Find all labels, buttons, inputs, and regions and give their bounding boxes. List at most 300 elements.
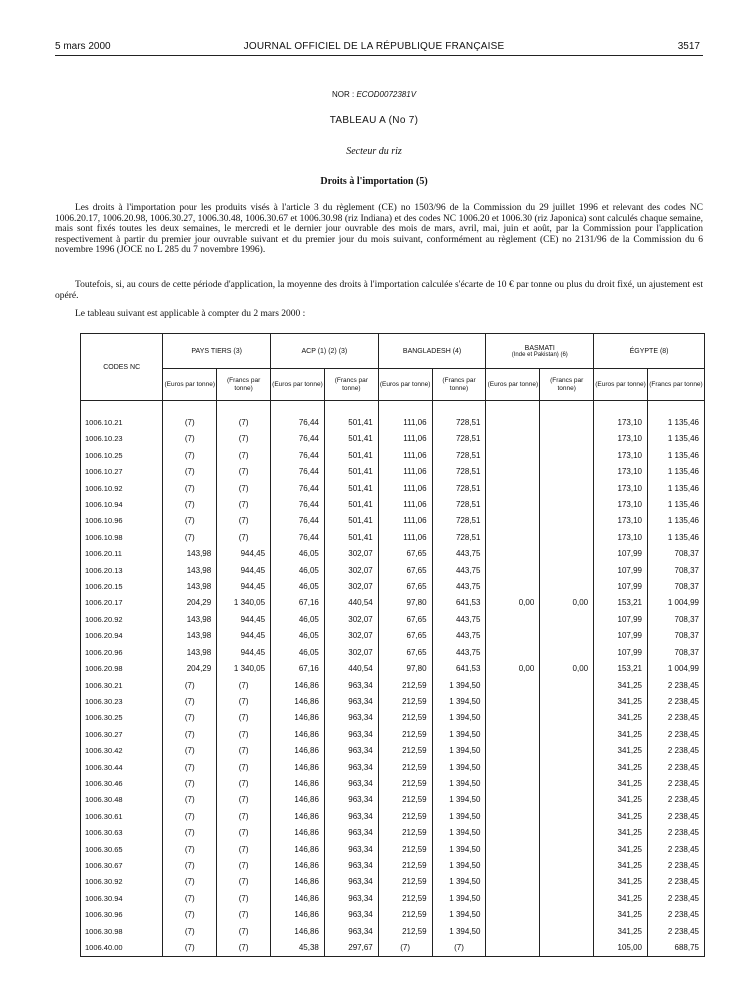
unit-francs-header: (Francs par tonne)	[647, 369, 704, 401]
duty-value-cell: 341,25	[594, 842, 648, 858]
duty-value-cell: 302,07	[324, 546, 378, 562]
duty-value-cell: 1 004,99	[647, 661, 704, 677]
cn-code-cell: 1006.30.42	[81, 743, 163, 759]
cn-code-cell: 1006.20.94	[81, 628, 163, 644]
duty-value-cell: 501,41	[324, 481, 378, 497]
duty-value-cell: 2 238,45	[647, 825, 704, 841]
duty-value-cell: (7)	[432, 940, 486, 957]
duty-value-cell: 1 135,46	[647, 431, 704, 447]
duty-value-cell: 341,25	[594, 694, 648, 710]
cn-code-cell: 1006.20.11	[81, 546, 163, 562]
duty-value-cell: (7)	[163, 481, 217, 497]
duty-value-cell	[486, 563, 540, 579]
duty-value-cell: 1 394,50	[432, 891, 486, 907]
duty-value-cell: (7)	[217, 727, 271, 743]
duty-value-cell: 107,99	[594, 628, 648, 644]
duty-value-cell: 46,05	[271, 628, 325, 644]
table-row	[81, 448, 705, 464]
duty-value-cell	[540, 431, 594, 447]
duty-value-cell: 2 238,45	[647, 792, 704, 808]
duty-value-cell: 944,45	[217, 579, 271, 595]
duty-value-cell: 2 238,45	[647, 776, 704, 792]
group-header-egypte: ÉGYPTE (8)	[594, 334, 705, 369]
duty-value-cell	[486, 694, 540, 710]
duty-value-cell: 302,07	[324, 645, 378, 661]
duty-value-cell: 2 238,45	[647, 678, 704, 694]
duty-value-cell: (7)	[163, 858, 217, 874]
duty-value-cell: (7)	[217, 940, 271, 957]
duty-value-cell: 1 394,50	[432, 694, 486, 710]
cn-code-cell: 1006.30.96	[81, 907, 163, 923]
duty-value-cell: 1 394,50	[432, 792, 486, 808]
duty-value-cell	[486, 891, 540, 907]
duty-value-cell: 2 238,45	[647, 760, 704, 776]
duty-value-cell: 728,51	[432, 431, 486, 447]
duty-value-cell: 143,98	[163, 645, 217, 661]
duty-value-cell: 708,37	[647, 628, 704, 644]
duty-value-cell	[540, 612, 594, 628]
duty-value-cell: 2 238,45	[647, 858, 704, 874]
import-duties-table	[80, 333, 705, 957]
duty-value-cell: 46,05	[271, 612, 325, 628]
duty-value-cell: 341,25	[594, 760, 648, 776]
duty-value-cell: 341,25	[594, 727, 648, 743]
duty-value-cell: 146,86	[271, 809, 325, 825]
duty-value-cell: 728,51	[432, 464, 486, 480]
duty-value-cell: 2 238,45	[647, 710, 704, 726]
duty-value-cell: 76,44	[271, 464, 325, 480]
duty-value-cell: 963,34	[324, 760, 378, 776]
duty-value-cell: 212,59	[378, 760, 432, 776]
duty-value-cell: 46,05	[271, 563, 325, 579]
duty-value-cell: 173,10	[594, 448, 648, 464]
duty-value-cell: 146,86	[271, 743, 325, 759]
header-date: 5 mars 2000	[55, 41, 111, 52]
duty-value-cell: 1 394,50	[432, 760, 486, 776]
cn-code-cell: 1006.20.96	[81, 645, 163, 661]
paragraph-2: Toutefois, si, au cours de cette période d'application, la moyenne des droits à l'importation calculée s'écarte de 10 € par tonne ou plus du droit fixé, un ajustement est opéré.	[55, 280, 703, 301]
duty-value-cell: 641,53	[432, 661, 486, 677]
duty-value-cell: 111,06	[378, 530, 432, 546]
table-row	[81, 858, 705, 874]
duty-value-cell: 76,44	[271, 431, 325, 447]
duty-value-cell: 728,51	[432, 513, 486, 529]
duty-value-cell: (7)	[217, 858, 271, 874]
duty-value-cell: 963,34	[324, 710, 378, 726]
duty-value-cell: 146,86	[271, 858, 325, 874]
unit-francs-header: (Francs par tonne)	[432, 369, 486, 401]
paragraph-3: Le tableau suivant est applicable à compter du 2 mars 2000 :	[75, 309, 306, 319]
duty-value-cell	[486, 415, 540, 431]
table-row	[81, 710, 705, 726]
duty-value-cell: 212,59	[378, 874, 432, 890]
duty-value-cell: (7)	[163, 530, 217, 546]
duty-value-cell: 2 238,45	[647, 842, 704, 858]
duty-value-cell: 302,07	[324, 563, 378, 579]
table-row	[81, 546, 705, 562]
duty-value-cell: 1 394,50	[432, 743, 486, 759]
duty-value-cell: 302,07	[324, 612, 378, 628]
duty-value-cell: 67,65	[378, 628, 432, 644]
duty-value-cell: 501,41	[324, 464, 378, 480]
table-row	[81, 907, 705, 923]
duty-value-cell: 2 238,45	[647, 809, 704, 825]
duty-value-cell: 963,34	[324, 678, 378, 694]
duty-value-cell: 76,44	[271, 481, 325, 497]
duty-value-cell	[540, 513, 594, 529]
duty-value-cell: 2 238,45	[647, 694, 704, 710]
duty-value-cell: 728,51	[432, 481, 486, 497]
duty-value-cell: (7)	[217, 481, 271, 497]
cn-code-cell: 1006.30.48	[81, 792, 163, 808]
duty-value-cell: 212,59	[378, 809, 432, 825]
cn-code-cell: 1006.20.15	[81, 579, 163, 595]
duty-value-cell: 1 394,50	[432, 825, 486, 841]
duty-value-cell: 173,10	[594, 481, 648, 497]
cn-code-cell: 1006.20.17	[81, 595, 163, 611]
group-header-acp: ACP (1) (2) (3)	[271, 334, 379, 369]
duty-value-cell: 341,25	[594, 924, 648, 940]
duty-value-cell	[540, 645, 594, 661]
duty-value-cell: 153,21	[594, 595, 648, 611]
table-row	[81, 415, 705, 431]
duty-value-cell: 212,59	[378, 743, 432, 759]
duty-value-cell: 501,41	[324, 513, 378, 529]
duty-value-cell	[486, 940, 540, 957]
duty-value-cell: 173,10	[594, 513, 648, 529]
duty-value-cell: 1 394,50	[432, 678, 486, 694]
duty-value-cell: 146,86	[271, 678, 325, 694]
duty-value-cell: 46,05	[271, 579, 325, 595]
duty-value-cell: 0,00	[486, 595, 540, 611]
table-row	[81, 842, 705, 858]
unit-euros-header: (Euros par tonne)	[378, 369, 432, 401]
duty-value-cell: 1 135,46	[647, 415, 704, 431]
cn-code-cell: 1006.20.98	[81, 661, 163, 677]
unit-euros-header: (Euros par tonne)	[486, 369, 540, 401]
duty-value-cell: 1 394,50	[432, 924, 486, 940]
table-title: TABLEAU A (No 7)	[329, 115, 419, 126]
table-row	[81, 924, 705, 940]
duty-value-cell: 173,10	[594, 530, 648, 546]
cn-code-cell: 1006.10.25	[81, 448, 163, 464]
duty-value-cell	[540, 842, 594, 858]
section-heading: Droits à l'importation (5)	[320, 176, 428, 187]
table-row	[81, 645, 705, 661]
duty-value-cell: 111,06	[378, 481, 432, 497]
table-row	[81, 464, 705, 480]
codes-nc-header: CODES NC	[81, 334, 163, 401]
duty-value-cell	[540, 694, 594, 710]
duty-value-cell: 963,34	[324, 825, 378, 841]
table-row	[81, 678, 705, 694]
duty-value-cell: (7)	[163, 464, 217, 480]
duty-value-cell: 45,38	[271, 940, 325, 957]
duty-value-cell: 212,59	[378, 858, 432, 874]
duty-value-cell	[486, 710, 540, 726]
duty-value-cell	[540, 546, 594, 562]
duty-value-cell: 1 135,46	[647, 448, 704, 464]
duty-value-cell: 501,41	[324, 415, 378, 431]
duty-value-cell	[540, 743, 594, 759]
duty-value-cell	[486, 809, 540, 825]
duty-value-cell: 963,34	[324, 694, 378, 710]
duty-value-cell: 728,51	[432, 448, 486, 464]
duty-value-cell	[540, 874, 594, 890]
header-journal-title: JOURNAL OFFICIEL DE LA RÉPUBLIQUE FRANÇAISE	[243, 41, 505, 52]
duty-value-cell: (7)	[217, 760, 271, 776]
duty-value-cell: (7)	[163, 743, 217, 759]
duty-value-cell: 1 004,99	[647, 595, 704, 611]
cn-code-cell: 1006.10.98	[81, 530, 163, 546]
table-row	[81, 563, 705, 579]
duty-value-cell: 963,34	[324, 891, 378, 907]
cn-code-cell: 1006.20.13	[81, 563, 163, 579]
duty-value-cell: 111,06	[378, 448, 432, 464]
duty-value-cell: 2 238,45	[647, 891, 704, 907]
duty-value-cell	[540, 464, 594, 480]
duty-value-cell	[486, 907, 540, 923]
table-row	[81, 776, 705, 792]
duty-value-cell	[486, 825, 540, 841]
duty-value-cell: 204,29	[163, 661, 217, 677]
duty-value-cell	[486, 760, 540, 776]
duty-value-cell: 146,86	[271, 924, 325, 940]
duty-value-cell	[486, 448, 540, 464]
duty-value-cell	[486, 579, 540, 595]
duty-value-cell: 443,75	[432, 645, 486, 661]
cn-code-cell: 1006.30.21	[81, 678, 163, 694]
duty-value-cell: 173,10	[594, 497, 648, 513]
duty-value-cell: 0,00	[486, 661, 540, 677]
duty-value-cell: 2 238,45	[647, 874, 704, 890]
duty-value-cell: (7)	[217, 776, 271, 792]
duty-value-cell: 173,10	[594, 415, 648, 431]
duty-value-cell	[486, 628, 540, 644]
duty-value-cell: 146,86	[271, 907, 325, 923]
duty-value-cell	[540, 678, 594, 694]
duty-value-cell: 146,86	[271, 825, 325, 841]
group-header-pays-tiers: PAYS TIERS (3)	[163, 334, 271, 369]
duty-value-cell: (7)	[163, 940, 217, 957]
duty-value-cell: (7)	[217, 743, 271, 759]
duty-value-cell: 1 135,46	[647, 513, 704, 529]
duty-value-cell: (7)	[217, 678, 271, 694]
duty-value-cell: 212,59	[378, 907, 432, 923]
duty-value-cell: 146,86	[271, 727, 325, 743]
duty-value-cell: 440,54	[324, 661, 378, 677]
duty-value-cell: 111,06	[378, 497, 432, 513]
duty-value-cell: (7)	[163, 497, 217, 513]
cn-code-cell: 1006.10.27	[81, 464, 163, 480]
cn-code-cell: 1006.30.23	[81, 694, 163, 710]
duty-value-cell: (7)	[217, 513, 271, 529]
duty-value-cell	[540, 579, 594, 595]
duty-value-cell: 1 394,50	[432, 874, 486, 890]
duty-value-cell	[486, 530, 540, 546]
duty-value-cell: 963,34	[324, 809, 378, 825]
duty-value-cell: 173,10	[594, 431, 648, 447]
duty-value-cell: 212,59	[378, 678, 432, 694]
duty-value-cell: 0,00	[540, 595, 594, 611]
duty-value-cell: 963,34	[324, 874, 378, 890]
duty-value-cell: (7)	[163, 776, 217, 792]
duty-value-cell: (7)	[217, 924, 271, 940]
duty-value-cell	[486, 727, 540, 743]
duty-value-cell	[486, 431, 540, 447]
duty-value-cell: 146,86	[271, 891, 325, 907]
duty-value-cell: 46,05	[271, 546, 325, 562]
duty-value-cell: 501,41	[324, 431, 378, 447]
basmati-subtitle: (Inde et Pakistan) (6)	[511, 351, 568, 358]
duty-value-cell: 1 340,05	[217, 661, 271, 677]
duty-value-cell: (7)	[163, 678, 217, 694]
cn-code-cell: 1006.30.94	[81, 891, 163, 907]
duty-value-cell	[540, 809, 594, 825]
unit-francs-header: (Francs par tonne)	[324, 369, 378, 401]
cn-code-cell: 1006.10.96	[81, 513, 163, 529]
duty-value-cell: (7)	[217, 448, 271, 464]
duty-value-cell: (7)	[163, 513, 217, 529]
cn-code-cell: 1006.30.46	[81, 776, 163, 792]
table-row	[81, 595, 705, 611]
duty-value-cell: 963,34	[324, 792, 378, 808]
table-row	[81, 891, 705, 907]
unit-euros-header: (Euros par tonne)	[594, 369, 648, 401]
duty-value-cell	[486, 497, 540, 513]
duty-value-cell: 146,86	[271, 776, 325, 792]
unit-francs-header: (Francs par tonne)	[540, 369, 594, 401]
table-row	[81, 809, 705, 825]
duty-value-cell: (7)	[163, 415, 217, 431]
duty-value-cell: 302,07	[324, 579, 378, 595]
duty-value-cell: (7)	[163, 924, 217, 940]
duty-value-cell: 143,98	[163, 563, 217, 579]
duty-value-cell: (7)	[217, 497, 271, 513]
duty-value-cell	[540, 792, 594, 808]
duty-value-cell: 76,44	[271, 448, 325, 464]
duty-value-cell	[540, 825, 594, 841]
duty-value-cell: 341,25	[594, 858, 648, 874]
cn-code-cell: 1006.10.23	[81, 431, 163, 447]
duty-value-cell: 1 394,50	[432, 727, 486, 743]
duty-value-cell	[486, 874, 540, 890]
duty-value-cell: 708,37	[647, 612, 704, 628]
basmati-title: BASMATI	[524, 344, 555, 352]
duty-value-cell	[540, 563, 594, 579]
duty-value-cell	[540, 760, 594, 776]
duty-value-cell: 341,25	[594, 792, 648, 808]
table-spacer-row	[81, 401, 705, 416]
cn-code-cell: 1006.10.21	[81, 415, 163, 431]
duty-value-cell: 76,44	[271, 513, 325, 529]
duty-value-cell: 1 394,50	[432, 842, 486, 858]
table-row	[81, 760, 705, 776]
duty-value-cell: 341,25	[594, 743, 648, 759]
duty-value-cell: (7)	[163, 431, 217, 447]
duty-value-cell: 2 238,45	[647, 907, 704, 923]
duty-value-cell	[540, 924, 594, 940]
duty-value-cell: (7)	[217, 431, 271, 447]
duty-value-cell: (7)	[217, 792, 271, 808]
duty-value-cell: 146,86	[271, 792, 325, 808]
duty-value-cell	[540, 448, 594, 464]
duty-value-cell	[540, 858, 594, 874]
duty-value-cell: (7)	[217, 874, 271, 890]
duty-value-cell: 1 394,50	[432, 809, 486, 825]
duty-value-cell: 341,25	[594, 678, 648, 694]
duty-value-cell: (7)	[217, 809, 271, 825]
duty-value-cell	[540, 710, 594, 726]
duty-value-cell	[540, 628, 594, 644]
duty-value-cell: 2 238,45	[647, 924, 704, 940]
duty-value-cell: 963,34	[324, 924, 378, 940]
duty-value-cell: 107,99	[594, 563, 648, 579]
duty-value-cell: 1 394,50	[432, 776, 486, 792]
duty-value-cell: 67,16	[271, 661, 325, 677]
header-page-number: 3517	[677, 41, 700, 52]
duty-value-cell: 708,37	[647, 645, 704, 661]
cn-code-cell: 1006.30.27	[81, 727, 163, 743]
table-row	[81, 743, 705, 759]
duty-value-cell: 728,51	[432, 530, 486, 546]
duty-value-cell: (7)	[217, 530, 271, 546]
duty-value-cell: 2 238,45	[647, 727, 704, 743]
duty-value-cell: 105,00	[594, 940, 648, 957]
duty-value-cell: 76,44	[271, 415, 325, 431]
duty-value-cell: (7)	[163, 891, 217, 907]
table-row	[81, 431, 705, 447]
table-row	[81, 727, 705, 743]
duty-value-cell	[540, 481, 594, 497]
duty-value-cell: 501,41	[324, 530, 378, 546]
table-row	[81, 530, 705, 546]
duty-value-cell: 67,65	[378, 612, 432, 628]
duty-value-cell: 1 394,50	[432, 858, 486, 874]
cn-code-cell: 1006.30.63	[81, 825, 163, 841]
unit-euros-header: (Euros par tonne)	[163, 369, 217, 401]
duty-value-cell: (7)	[163, 727, 217, 743]
duty-value-cell	[540, 940, 594, 957]
duty-value-cell: (7)	[217, 891, 271, 907]
cn-code-cell: 1006.30.92	[81, 874, 163, 890]
duty-value-cell: 143,98	[163, 628, 217, 644]
duty-value-cell: (7)	[163, 694, 217, 710]
table-row	[81, 940, 705, 957]
duty-value-cell: 143,98	[163, 612, 217, 628]
duty-value-cell: 302,07	[324, 628, 378, 644]
duty-value-cell	[540, 530, 594, 546]
duty-value-cell: 2 238,45	[647, 743, 704, 759]
duty-value-cell: 443,75	[432, 628, 486, 644]
duty-value-cell: 146,86	[271, 694, 325, 710]
duty-value-cell: 728,51	[432, 415, 486, 431]
duty-value-cell: 0,00	[540, 661, 594, 677]
duty-value-cell: 67,65	[378, 563, 432, 579]
unit-francs-header: (Francs par tonne)	[217, 369, 271, 401]
cn-code-cell: 1006.30.25	[81, 710, 163, 726]
duty-value-cell: 963,34	[324, 858, 378, 874]
nor-reference	[0, 90, 748, 99]
duty-value-cell: (7)	[217, 464, 271, 480]
table-row	[81, 694, 705, 710]
duty-value-cell: (7)	[217, 415, 271, 431]
duty-value-cell	[486, 678, 540, 694]
duty-value-cell: (7)	[163, 874, 217, 890]
duty-value-cell: 440,54	[324, 595, 378, 611]
duty-value-cell: 1 135,46	[647, 530, 704, 546]
duty-value-cell: (7)	[217, 842, 271, 858]
